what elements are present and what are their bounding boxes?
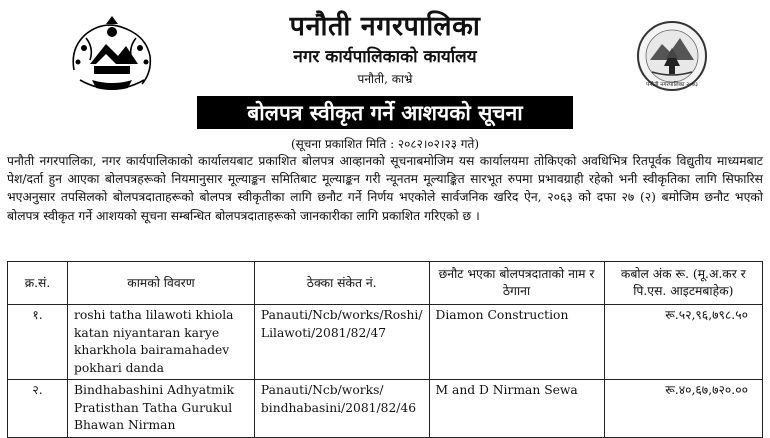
cell-work: Bindhabashini Adhyatmik Pratisthan Tatha Gurukul Bhawan Nirman bbox=[67, 380, 254, 438]
notice-body: पनौती नगरपालिका, नगर कार्यपालिकाको कार्यालयबाट प्रकाशित बोलपत्र आव्हानको सूचनाबमोजिम यस कार्यालयमा तोकिएको अवधिभित्र रितपूर्वक विद्युतीय माध्यमबाट पेश/दर्ता हुन आएका बोलपत्रहरूको नियमानुसार मूल्याङ्कन समितिबाट मूल्याङ्कन गरी न्यूनतम मूल्याङ्कित सारभूत रुपमा प्रभावग्राही रहेको भनी स्वीकृतिका लागि सिफारिस भएअनुसार तपसिलको बोलपत्रदाताहरूको बोलपत्र स्वीकृतीका लागि छनौट गर्ने निर्णय भएकोले सार्वजनिक खरिद ऐन, २०६३ को दफा २७ (२) बमोजिम छनौट भएको बोलपत्र स्वीकृत गर्ने आशयको सूचना सम्बन्धित बोलपत्रदाताहरूको जानकारीका लागि प्रकाशित गरिएको छ । bbox=[7, 154, 763, 223]
cell-sn: २. bbox=[8, 380, 68, 438]
cell-amount: रू.४०,६७,७२०.०० bbox=[604, 380, 762, 438]
cell-contract: Panauti/Ncb/works/Roshi/ Lilawoti/2081/82/47 bbox=[254, 305, 429, 380]
cell-bidder: M and D Nirman Sewa bbox=[429, 380, 604, 438]
table-row bbox=[8, 380, 763, 438]
publish-date: (सूचना प्रकाशित मिति : २०८२।०२।२३ गते) bbox=[290, 137, 480, 151]
header-bidder: छनौट भएका बोलपत्रदाताको नाम र ठेगाना bbox=[429, 262, 604, 305]
cell-work: roshi tatha lilawoti khiola katan niyantaran karye kharkhola bairamahadev pokhari danda bbox=[67, 305, 254, 380]
office-name: नगर कार्यपालिकाको कार्यालय bbox=[293, 47, 477, 67]
cell-sn: १. bbox=[8, 305, 68, 380]
header-work: कामको विवरण bbox=[67, 262, 254, 305]
svg-text:पनौती नगरपालिका २०७३: पनौती नगरपालिका २०७३ bbox=[646, 82, 698, 88]
office-location: पनौती, काभ्रे bbox=[357, 72, 413, 86]
header-amount: कबोल अंक रू. (मू.अ.कर र पि.एस. आइटमबाहेक) bbox=[604, 262, 762, 305]
table-row bbox=[8, 305, 763, 380]
cell-bidder: Diamon Construction bbox=[429, 305, 604, 380]
bid-table bbox=[7, 261, 763, 438]
header-contract: ठेक्का संकेत नं. bbox=[254, 262, 429, 305]
cell-contract: Panauti/Ncb/works/ bindhabasini/2081/82/46 bbox=[254, 380, 429, 438]
cell-amount: रू.५२,९६,७९८.५० bbox=[604, 305, 762, 380]
header-sn: क्र.सं. bbox=[8, 262, 68, 305]
notice-title: बोलपत्र स्वीकृत गर्ने आशयको सूचना bbox=[197, 96, 573, 129]
municipality-name: पनौती नगरपालिका bbox=[289, 11, 481, 42]
table-header-row bbox=[8, 262, 763, 305]
